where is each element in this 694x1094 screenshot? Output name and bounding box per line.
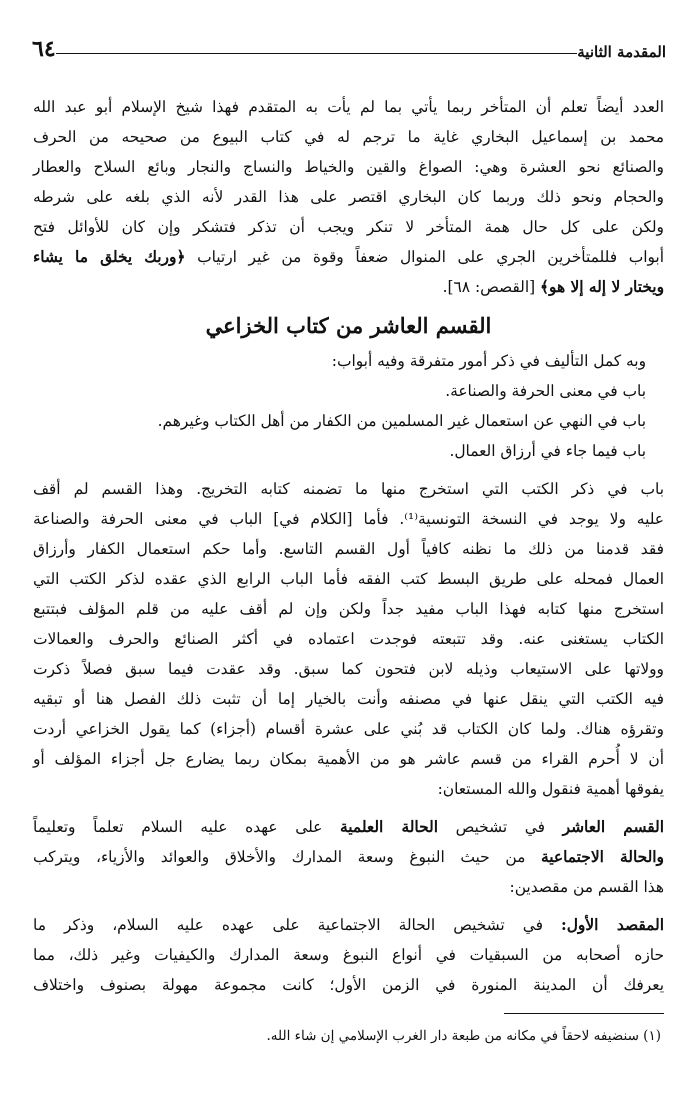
chapters-list — [33, 346, 646, 466]
text-line — [33, 272, 664, 302]
text-line: عليه ولا يوجد في النسخة التونسية⁽¹⁾. فأما [الكلام في] الباب في معنى الحرفة والصناعة — [33, 510, 664, 528]
text-line: والحجام ونحو ذلك وربما كان البخاري اقتصر على هذا القدر لأنه الذي بلغه على شرطه — [33, 188, 664, 206]
list-intro: وبه كمل التأليف في ذكر أمور متفرقة وفيه أبواب: — [331, 352, 646, 370]
text-line: والصنائع نحو العشرة وهي: الصواغ والقين والخياط والنساج والنجار وبائع السلاح والعطار — [33, 158, 664, 176]
bold-term: والحالة الاجتماعية — [541, 848, 664, 866]
text-line: يفوقها أهمية فنقول والله المستعان: — [437, 780, 664, 798]
text-run: في تشخيص — [437, 818, 563, 836]
text-line: استخرج منها كتابه فهذا الباب مفيد جداً ولكن وإن لم أقف عليه من قلم المؤلف فبتتبع — [33, 600, 664, 618]
text-line: وتقرؤه هناك. ولما كان الكتاب قد بُني على عشرة أقسام (أجزاء) كما يقول الخزاعي أردت — [33, 720, 664, 738]
text-run: في تشخيص الحالة الاجتماعية على عهده عليه السلام، وذكر ما — [33, 916, 562, 934]
bold-term: المقصد الأول: — [561, 916, 665, 934]
header-rule — [56, 53, 578, 54]
running-title: المقدمة الثانية — [577, 43, 666, 61]
text-line: فيه الكتب التي ينقل عنها في مصنفه وأنت بالخيار إما أن تثبت ذلك الفصل هنا أو تبقيه — [33, 690, 664, 708]
footnote-rule — [504, 1013, 664, 1014]
paragraph-4 — [33, 910, 664, 1000]
page-header — [24, 30, 674, 60]
list-item: باب في النهي عن استعمال غير المسلمين من الكفار من أهل الكتاب وغيرهم. — [157, 412, 646, 430]
bold-term: الحالة العلمية — [340, 818, 438, 836]
page-body — [33, 92, 664, 1000]
text-line: محمد بن إسماعيل البخاري غاية ما ترجم له في كتاب البيوع من صحيحه من الحرف — [33, 128, 664, 146]
paragraph-3 — [33, 812, 664, 902]
text-line: الكتاب يستغنى عنه. وقد تتبعته فوجدت اعتماده في أكثر الصنائع والحرف والعمالات — [33, 630, 664, 648]
paragraph-1 — [33, 92, 664, 302]
text-line: وولاتها على الاستيعاب وذيله لابن فتحون كما سبق. وقد عقدت فيما سبق فصلاً ذكرت — [33, 660, 664, 678]
text-run: من حيث النبوغ وسعة المدارك والأخلاق والعوائد والأزياء، ويتركب — [33, 848, 541, 866]
text-line: هذا القسم من مقصدين: — [509, 878, 664, 896]
text-line: العمال فمحله على طريق البسط كتب الفقه فأما الباب الرابع الذي عقده لذكر الكتب التي — [33, 570, 664, 588]
footnote: (١) سنضيفه لاحقاً في مكانه من طبعة دار الغرب الإسلامي إن شاء الله. — [266, 1028, 661, 1044]
paragraph-2 — [33, 474, 664, 804]
text-line — [33, 910, 664, 940]
quran-verse: ﴿وربك يخلق ما يشاء — [33, 248, 186, 266]
text-line: ولكن على كل حال همة المتأخر لا تنكر ويجب أن تذكر فتشكر وإن كان للأوائل فتح — [33, 218, 664, 236]
bold-term: القسم العاشر — [562, 818, 664, 836]
verse-citation: [القصص: ٦٨]. — [442, 278, 541, 296]
list-item: باب فيما جاء في أرزاق العمال. — [449, 442, 646, 460]
text-line — [33, 242, 664, 272]
list-item: باب في معنى الحرفة والصناعة. — [445, 382, 646, 400]
text-run: أبواب فللمتأخرين الجري على المنوال ضعفاً وقوة من غير ارتياب — [185, 248, 664, 266]
text-line: أن لا أُحرم القراء من قسم عاشر هو من الأهمية بمكان ربما يضارع جل أجزاء المؤلف أو — [33, 750, 664, 768]
text-line: فقد قدمنا من ذلك ما نظنه كافياً أول القسم التاسع. وأما حكم استعمال الكفار وأرزاق — [33, 540, 664, 558]
text-line — [33, 812, 664, 842]
text-line: حازه أصحابه من السبقيات في أنواع النبوغ وسعة المدارك والكيفيات وغير ذلك، مما — [33, 946, 664, 964]
page-number: ٦٤ — [32, 36, 56, 62]
text-line — [33, 842, 664, 872]
section-heading: القسم العاشر من كتاب الخزاعي — [205, 313, 492, 338]
text-line: يعرفك أن المدينة المنورة في الزمن الأول؛ كانت مجموعة مهولة بصنوف واختلاف — [33, 976, 664, 994]
quran-verse: ويختار لا إله إلا هو﴾ — [540, 278, 664, 296]
text-line: باب في ذكر الكتب التي استخرج منها ما تضمنه كتابه التخريج. وهذا القسم لم أقف — [33, 480, 664, 498]
text-run: على عهده عليه السلام تعلماً وتعليماً — [33, 818, 341, 836]
text-line: العدد أيضاً تعلم أن المتأخر ربما يأتي بما لم يأت به المتقدم فهذا شيخ الإسلام أبو عبد الله — [33, 98, 664, 116]
